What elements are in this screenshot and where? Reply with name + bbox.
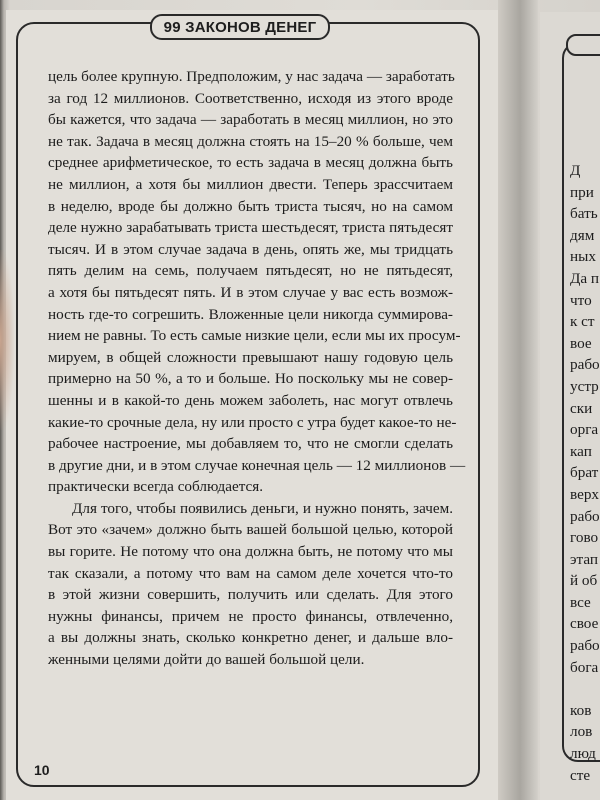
page-number: 10 [34, 762, 50, 778]
right-page-line [570, 678, 600, 700]
body-text [48, 66, 466, 671]
right-page-line: что [570, 291, 592, 309]
body-line: мируем, в общей сложности превышают нашу годовую цель [48, 348, 453, 366]
body-line: Вот это «зачем» должно быть вашей большой целью, которой [48, 521, 453, 539]
running-header [150, 14, 330, 40]
body-line: в неделю, вроде бы должно быть триста тысяч, но на самом [48, 197, 453, 215]
right-page-line: бога [570, 658, 599, 676]
right-page-line: свое [570, 615, 599, 633]
right-page-line: гово [570, 529, 599, 547]
body-line: бы кажется, что задача — заработать в месяц миллион, но это [48, 111, 453, 129]
body-line: пять делим на семь, получаем пятьдесят, но не пятьдесят, [48, 262, 453, 280]
body-line: женными целями дойти до вашей большой цели. [48, 651, 365, 669]
running-header-title: 99 ЗАКОНОВ ДЕНЕГ [163, 18, 317, 36]
body-line: Для того, чтобы появились деньги, и нужно понять, зачем. [72, 499, 453, 517]
right-page-line: ков [570, 701, 592, 719]
body-line: нием не равны. То есть самые низкие цели, если мы их просум- [48, 327, 461, 345]
body-line: так сказали, а потому что вам на самом деле хочется что-то [48, 564, 453, 582]
right-page-line: й об [570, 572, 598, 590]
right-page-line: вое [570, 334, 592, 352]
book-gutter [498, 0, 538, 800]
body-line: в другие дни, и в этом случае конечная цель — 12 миллионов — [48, 456, 466, 474]
right-page-line: устр [570, 377, 599, 395]
right-page-line: рабо [570, 637, 600, 655]
body-line: не так. Задача в месяц должна стоять на 15–20 % больше, чем [48, 132, 453, 150]
right-page-line: брат [570, 464, 599, 482]
body-line: нужны финансы, причем не просто финансы, отвлеченно, [48, 607, 453, 625]
body-line: ность где-то согрешить. Вложенные цели никогда суммирова- [48, 305, 453, 323]
body-line: а хотя бы пятьдесят пять. И в этом случае у вас есть возмож- [48, 283, 453, 301]
body-line: не миллион, а хотя бы миллион двести. Теперь зрассчитаем [48, 175, 453, 193]
right-page-line: ных [570, 248, 596, 266]
right-page-line: Да п [570, 269, 600, 287]
right-page-line: этап [570, 550, 599, 568]
right-page-header-tab [566, 34, 600, 56]
right-page-line: ски [570, 399, 593, 417]
body-line: а вы должны знать, сколько конкретно денег, и дальше вло- [48, 629, 453, 647]
body-line: за год 12 миллионов. Соответственно, исходя из этого вроде [48, 89, 453, 107]
body-line: тысяч. И в этом случае задача в день, опять же, мы тридцать [48, 240, 453, 258]
right-page-line: лов [570, 723, 593, 741]
body-line: какие-то срочные дела, ну или просто с утра будет какое-то не- [48, 413, 457, 431]
right-page-line: рабо [570, 356, 600, 374]
right-page-line: Д [570, 162, 581, 179]
right-page [540, 12, 600, 800]
body-line: примерно на 50 %, а то и больше. Но поскольку мы не совер- [48, 370, 453, 388]
right-page-line: при [570, 183, 594, 201]
body-line: среднее арифметическое, то есть задача в месяц должна быть [48, 154, 453, 172]
body-line: вы горите. Не потому что она должна быть, не потому что мы [48, 543, 453, 561]
right-page-line: верх [570, 485, 600, 503]
right-page-line: дям [570, 226, 595, 244]
right-page-line: сте [570, 766, 591, 784]
right-page-line: бать [570, 205, 598, 223]
body-line: шенны и в какой-то день можем заболеть, нас могут отвлечь [48, 391, 453, 409]
body-line: рабочее настроение, мы добавляем то, что не смогли сделать [48, 435, 453, 453]
right-page-line: к ст [570, 313, 595, 331]
body-line: практически всегда соблюдается. [48, 478, 264, 496]
right-page-line: кап [570, 442, 592, 460]
right-page-line: орга [570, 421, 599, 439]
right-page-text [570, 160, 600, 786]
right-page-line: люд [570, 745, 596, 763]
finger-shadow [0, 250, 14, 430]
right-page-line: рабо [570, 507, 600, 525]
body-line: цель более крупную. Предположим, у нас задача — заработать [48, 68, 455, 85]
body-line: деле нужно зарабатывать триста шестьдесят, триста пятьдесят [48, 219, 453, 237]
body-line: в этой жизни совершить, получить или сделать. Для этого [48, 586, 453, 604]
right-page-line: все [570, 593, 591, 611]
